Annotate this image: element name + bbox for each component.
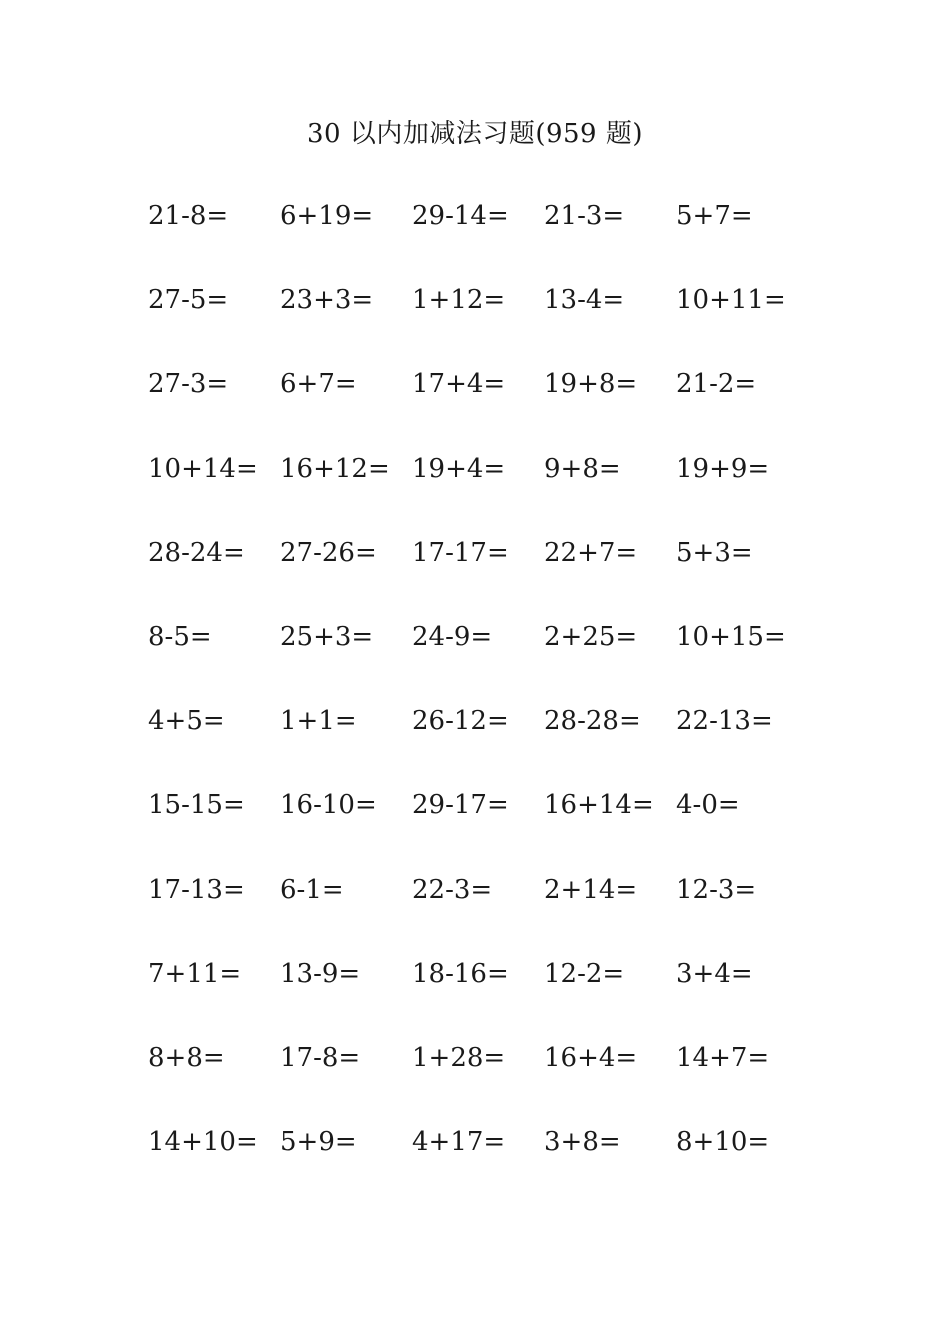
problem-cell: 1+12=	[412, 285, 506, 316]
problem-cell: 21-8=	[148, 201, 229, 231]
problem-cell: 19+8=	[544, 369, 638, 400]
problem-cell: 12-2=	[544, 958, 625, 989]
problem-cell: 3+8=	[544, 1127, 621, 1158]
problem-cell: 27-26=	[280, 537, 377, 568]
problem-cell: 28-24=	[148, 537, 245, 568]
problem-cell: 9+8=	[544, 453, 621, 484]
problem-cell: 7+11=	[148, 958, 242, 989]
problem-cell: 21-3=	[544, 201, 625, 231]
problem-cell: 8+10=	[676, 1127, 770, 1158]
problem-cell: 4+5=	[148, 706, 225, 737]
problem-cell: 14+7=	[676, 1042, 770, 1073]
problem-cell: 2+25=	[544, 621, 638, 652]
problem-cell: 16-10=	[280, 790, 377, 821]
problem-cell: 25+3=	[280, 621, 374, 652]
problem-row	[148, 785, 828, 869]
problem-cell: 23+3=	[280, 285, 374, 316]
problem-cell: 17-13=	[148, 874, 245, 905]
problem-cell: 27-3=	[148, 369, 229, 400]
problem-row	[148, 533, 828, 617]
problem-row	[148, 280, 828, 364]
problem-cell: 21-2=	[676, 369, 757, 400]
problem-cell: 13-9=	[280, 958, 361, 989]
problem-row	[148, 364, 828, 448]
problem-cell: 27-5=	[148, 285, 229, 316]
problem-cell: 1+1=	[280, 706, 357, 737]
problem-cell: 6+19=	[280, 201, 374, 231]
problem-cell: 28-28=	[544, 706, 641, 737]
problem-grid	[148, 196, 828, 1206]
problem-cell: 29-17=	[412, 790, 509, 821]
problem-cell: 3+4=	[676, 958, 753, 989]
problem-cell: 22-3=	[412, 874, 493, 905]
problem-cell: 10+15=	[676, 621, 786, 652]
problem-cell: 16+14=	[544, 790, 654, 821]
problem-row	[148, 196, 828, 280]
problem-cell: 6-1=	[280, 874, 344, 905]
problem-row	[148, 954, 828, 1038]
problem-cell: 10+11=	[676, 285, 786, 316]
problem-cell: 8-5=	[148, 621, 212, 652]
problem-row	[148, 617, 828, 701]
problem-cell: 13-4=	[544, 285, 625, 316]
problem-cell: 8+8=	[148, 1042, 225, 1073]
problem-row	[148, 870, 828, 954]
problem-cell: 14+10=	[148, 1127, 258, 1158]
problem-row	[148, 449, 828, 533]
problem-cell: 16+12=	[280, 453, 390, 484]
page-title: 30 以内加减法习题(959 题)	[306, 119, 644, 149]
problem-cell: 22+7=	[544, 537, 638, 568]
problem-cell: 26-12=	[412, 706, 509, 737]
problem-cell: 15-15=	[148, 790, 245, 821]
problem-cell: 5+9=	[280, 1127, 357, 1158]
problem-cell: 16+4=	[544, 1042, 638, 1073]
problem-cell: 2+14=	[544, 874, 638, 905]
problem-cell: 6+7=	[280, 369, 357, 400]
problem-cell: 10+14=	[148, 453, 258, 484]
problem-row	[148, 1122, 828, 1206]
problem-cell: 12-3=	[676, 874, 757, 905]
problem-row	[148, 1038, 828, 1122]
problem-cell: 18-16=	[412, 958, 509, 989]
problem-cell: 1+28=	[412, 1042, 506, 1073]
problem-cell: 4-0=	[676, 790, 740, 821]
problem-row	[148, 701, 828, 785]
problem-cell: 17-8=	[280, 1042, 361, 1073]
problem-cell: 17+4=	[412, 369, 506, 400]
problem-cell: 19+4=	[412, 453, 506, 484]
problem-cell: 29-14=	[412, 201, 509, 231]
problem-cell: 24-9=	[412, 621, 493, 652]
problem-cell: 22-13=	[676, 706, 773, 737]
problem-cell: 19+9=	[676, 453, 770, 484]
problem-cell: 17-17=	[412, 537, 509, 568]
problem-cell: 5+7=	[676, 201, 753, 231]
problem-cell: 5+3=	[676, 537, 753, 568]
problem-cell: 4+17=	[412, 1127, 506, 1158]
